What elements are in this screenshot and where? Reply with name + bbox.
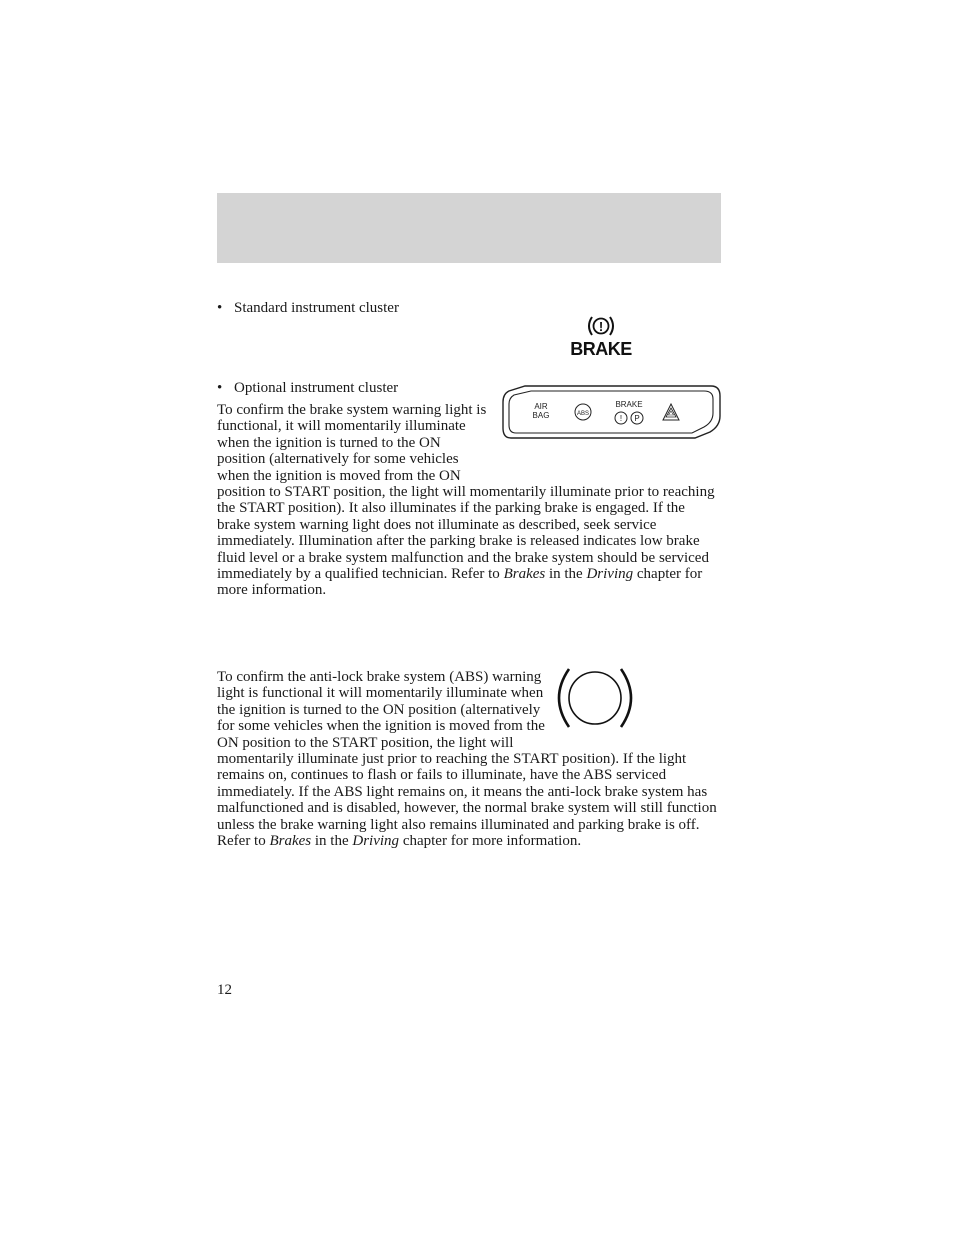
brake-warning-paragraph xyxy=(217,402,721,599)
bullet-dot: • xyxy=(217,300,223,316)
driving-chapter-reference: Driving xyxy=(352,833,400,850)
page-number: 12 xyxy=(217,982,232,998)
abs-paragraph-text: in the xyxy=(311,833,353,850)
air-bag-label-line2: BAG xyxy=(532,411,550,420)
bullet-optional-cluster xyxy=(217,380,398,396)
optional-instrument-cluster-figure xyxy=(499,382,725,474)
brake-paragraph-text: To confirm the brake system warning light is functional, it will momentarily illuminate when the ignition is turned to the ON position (alternatively for some vehicles when the ignition is moved from the ON position to START position, the light will momentarily illuminate prior to reaching the START position). It also illuminates if the parking brake is engaged. If the brake system warning light does not illuminate as described, seek service immediately. Illumination after the parking brake is released indicates low brake fluid level or a brake system malfunction and the brake system should be serviced immediately by a qualified technician. Refer to xyxy=(217,402,715,583)
brake-paragraph-text: in the xyxy=(545,566,587,583)
chapter-header-band xyxy=(217,193,721,263)
brake-symbol-label: BRAKE xyxy=(570,339,632,359)
parking-brake-glyph: P xyxy=(634,414,640,423)
brakes-reference: Brakes xyxy=(503,566,546,583)
cluster-brake-glyph: ! xyxy=(619,414,623,423)
brake-paragraph-text: chapter for more information. xyxy=(217,566,703,599)
brakes-reference: Brakes xyxy=(269,833,312,850)
bullet-standard-label: Standard instrument cluster xyxy=(234,300,399,316)
cluster-brake-label: BRAKE xyxy=(615,400,643,409)
abs-paragraph-text: chapter for more information. xyxy=(399,833,582,850)
hazard-triangle-icon xyxy=(663,404,679,420)
bullet-optional-label: Optional instrument cluster xyxy=(234,380,399,396)
driving-chapter-reference: Driving xyxy=(586,566,634,583)
abs-warning-paragraph xyxy=(217,669,721,849)
bullet-dot: • xyxy=(217,380,223,396)
abs-light-label: ABS xyxy=(576,411,590,417)
brake-symbol-glyph: ! xyxy=(598,319,604,334)
air-bag-label-line1: AIR xyxy=(534,402,548,411)
abs-paragraph-text: To confirm the anti-lock brake system (ABS) warning light is functional it will momentarily illuminate when the ignition is turned to the ON position (alternatively for some vehicles when the ignition is moved from the ON position to the START position, the light will momentarily illuminate just prior to reaching the START position). If the light remains on, continues to flash or fails to illuminate, have the ABS serviced immediately. If the ABS light remains on, it means the anti-lock brake system has malfunctioned and is disabled, however, the normal brake system will still function unless the brake warning light also remains illuminated and parking brake is off. Refer to xyxy=(217,669,717,850)
bullet-standard-cluster xyxy=(217,300,399,316)
brake-warning-icon xyxy=(565,312,637,360)
abs-warning-icon xyxy=(555,666,635,736)
